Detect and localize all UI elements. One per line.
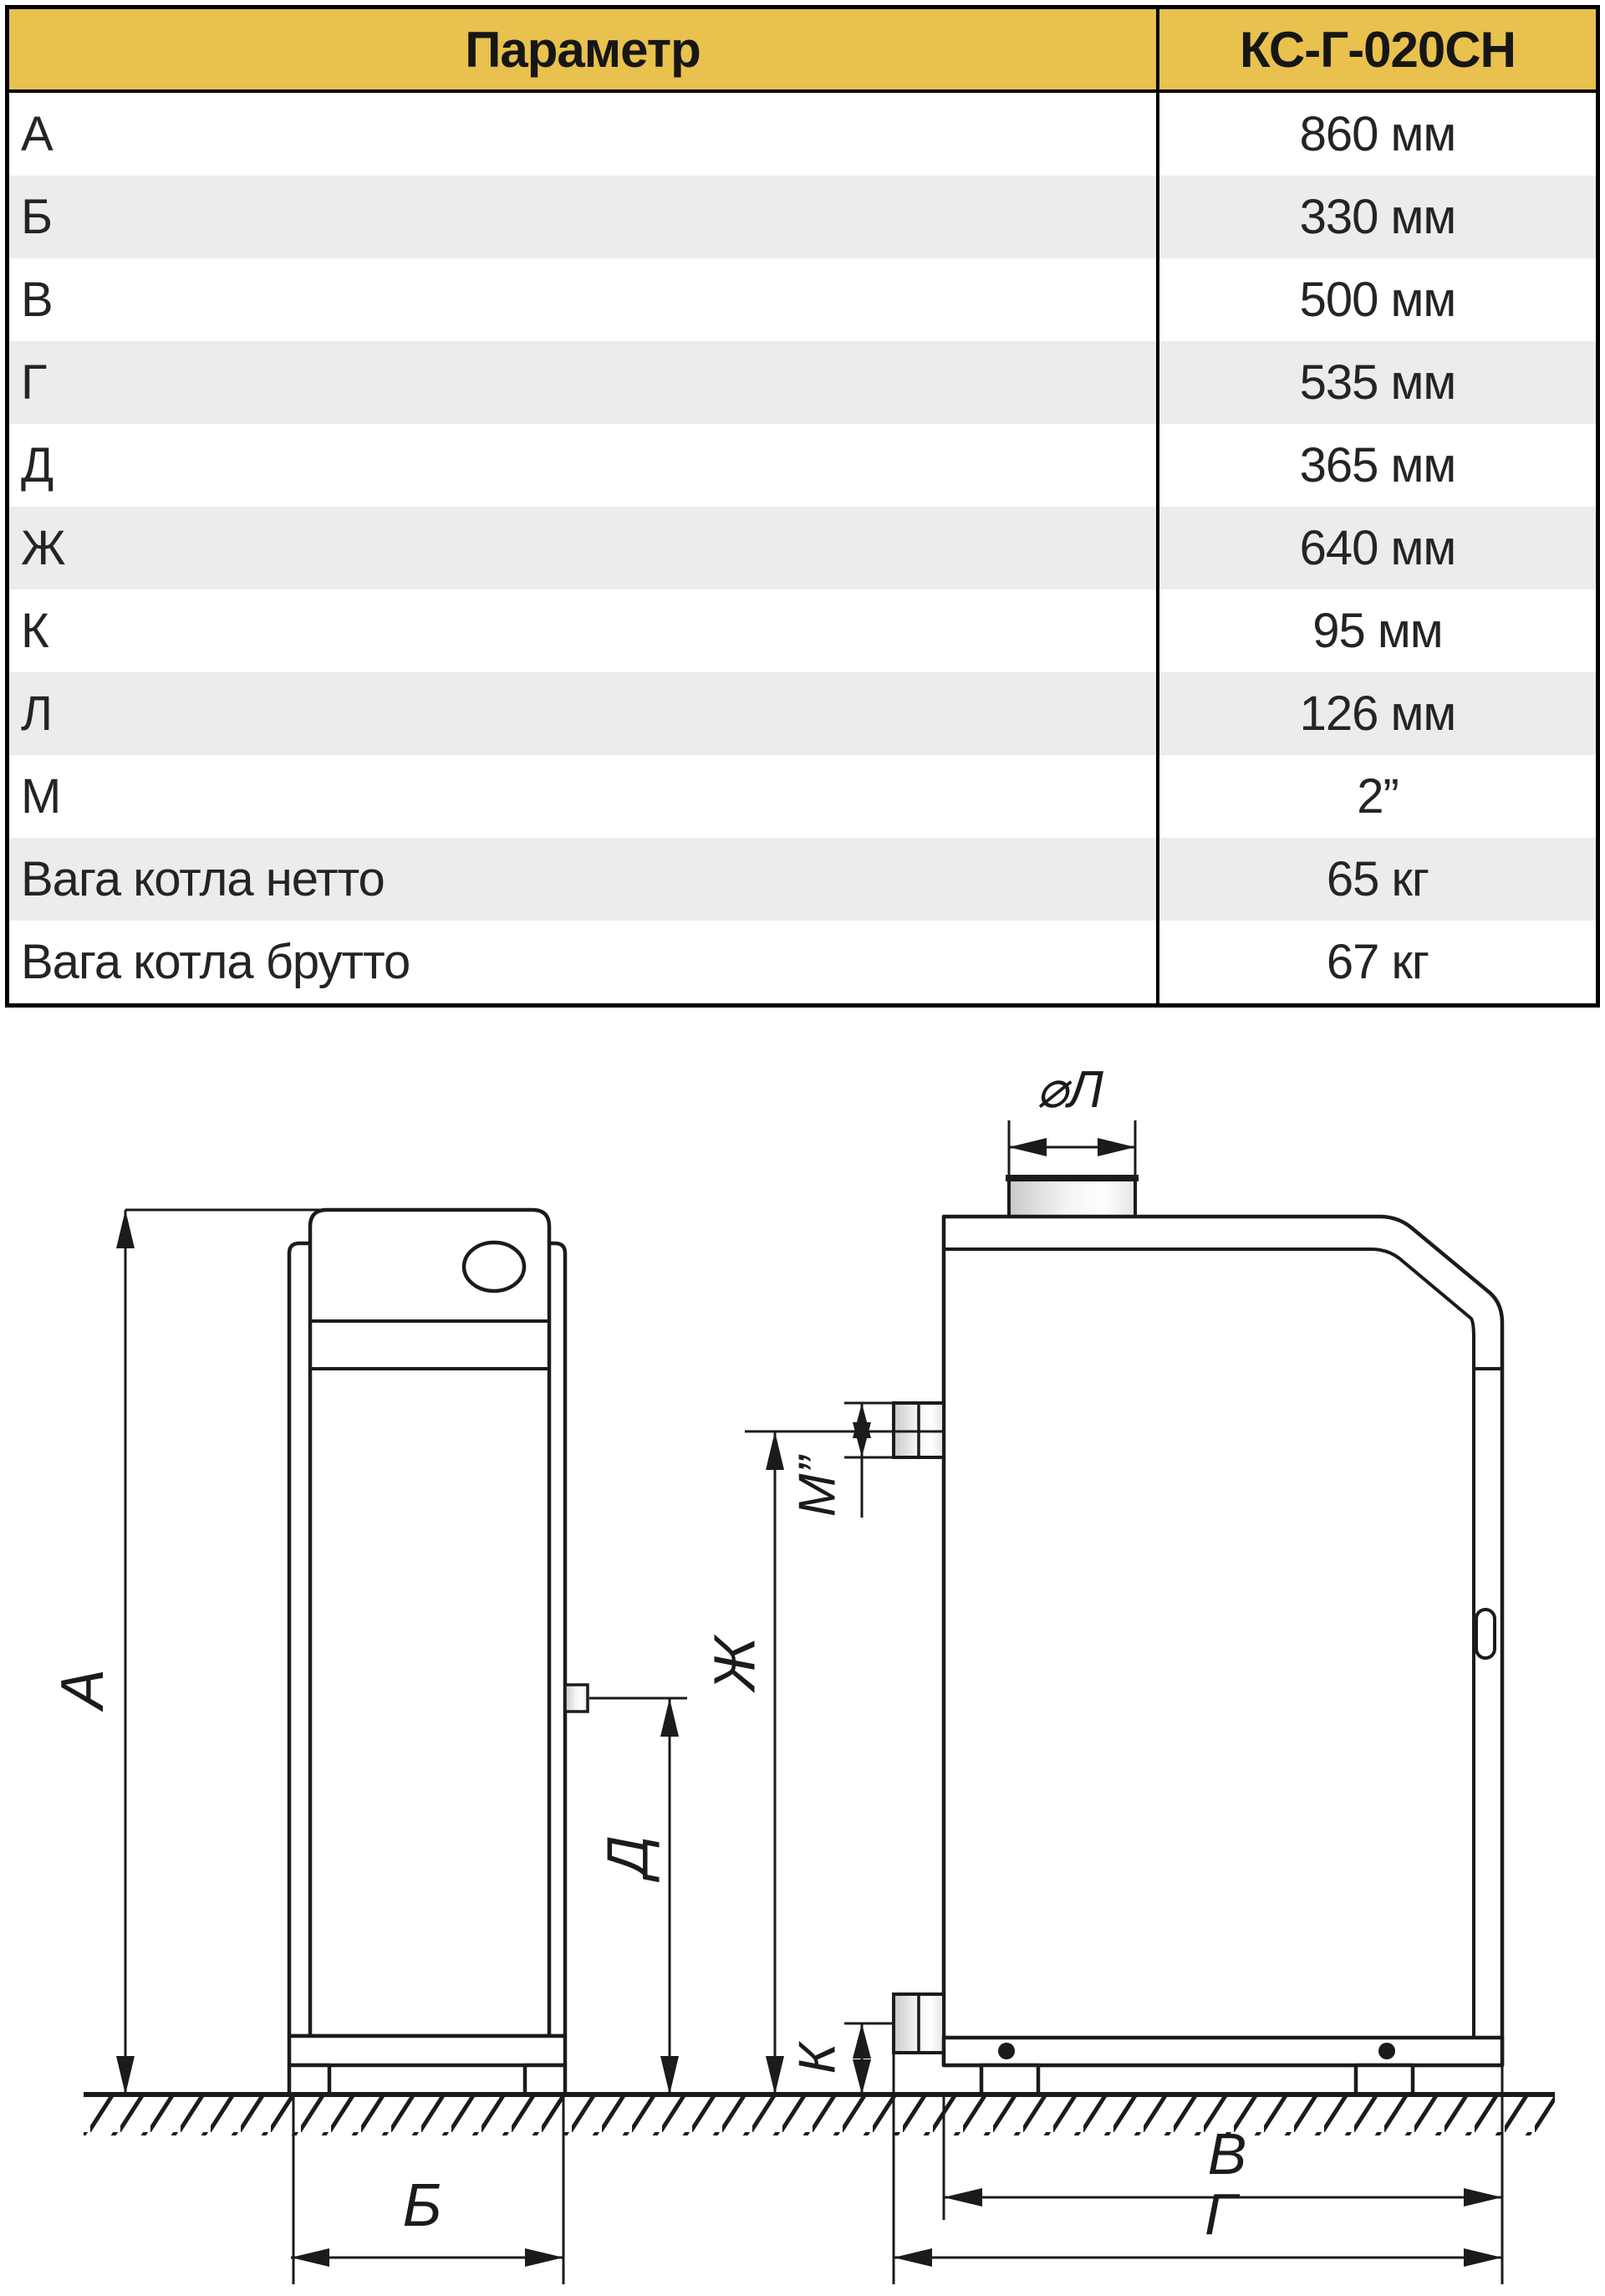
base-screw-right — [1378, 2043, 1395, 2059]
table-header-model: КС-Г-020СН — [1156, 9, 1596, 89]
table-row — [9, 507, 1596, 589]
table-row — [9, 424, 1596, 507]
dimension-k-label: К — [788, 2043, 847, 2074]
table-row — [9, 93, 1596, 176]
row-param-label: Ж — [21, 521, 65, 575]
side-view-foot-left — [981, 2065, 1038, 2094]
row-param-label: К — [21, 604, 48, 658]
row-value: 500 мм — [1156, 258, 1596, 341]
front-view-panel — [310, 1210, 549, 2036]
front-view-foot-left — [289, 2065, 329, 2094]
dimension-d-label: Д — [594, 1835, 660, 1877]
row-param-label: Л — [21, 686, 53, 741]
table-row — [9, 176, 1596, 258]
row-param-label: В — [21, 273, 53, 327]
table-header-param: Параметр — [465, 21, 701, 78]
base-screw-left — [998, 2043, 1015, 2059]
row-value: 67 кг — [1156, 921, 1596, 1003]
technical-drawing — [0, 1008, 1605, 2296]
side-view-foot-right — [1356, 2065, 1413, 2094]
row-value: 640 мм — [1156, 507, 1596, 589]
table-row — [9, 589, 1596, 672]
table-row — [9, 258, 1596, 341]
dimension-l — [1009, 1061, 1135, 1178]
row-param-label: М — [21, 769, 61, 824]
dimension-l-label: ⌀Л — [1037, 1061, 1103, 1119]
row-param-label: А — [21, 107, 53, 161]
dimension-a-label: А — [49, 1668, 117, 1710]
row-value: 65 кг — [1156, 838, 1596, 921]
side-pipe-stub — [565, 1685, 588, 1712]
row-value: 365 мм — [1156, 424, 1596, 507]
front-view-foot-right — [525, 2065, 565, 2094]
table-row — [9, 838, 1596, 921]
front-view — [289, 1210, 588, 2094]
dimension-m — [788, 1403, 894, 1518]
dimension-d — [589, 1698, 687, 2094]
table-body — [9, 93, 1596, 1003]
dimension-g-label: Г — [1204, 2181, 1237, 2247]
row-param-label: Вага котла брутто — [21, 935, 410, 989]
chimney-stub — [1006, 1178, 1139, 1220]
row-param-label: Б — [21, 190, 53, 244]
ground — [84, 2094, 1555, 2135]
row-value: 330 мм — [1156, 176, 1596, 258]
side-view — [894, 1217, 1502, 2094]
side-view-body — [944, 1217, 1502, 2065]
sight-window — [464, 1242, 524, 1291]
table-row — [9, 921, 1596, 1003]
side-view-base — [944, 2038, 1502, 2065]
row-value: 95 мм — [1156, 589, 1596, 672]
row-value: 2” — [1156, 755, 1596, 838]
table-header-row — [9, 9, 1596, 93]
table-row — [9, 755, 1596, 838]
door-handle — [1476, 1610, 1495, 1658]
row-value: 535 мм — [1156, 341, 1596, 424]
dimension-v-label: В — [1207, 2121, 1247, 2186]
spec-table — [5, 5, 1600, 1008]
dimension-zh-label: Ж — [701, 1636, 767, 1691]
lower-pipe-fitting — [894, 1994, 944, 2053]
dimension-k — [788, 2023, 894, 2094]
row-param-label: Вага котла нетто — [21, 852, 385, 906]
row-param-label: Г — [21, 355, 47, 410]
table-row — [9, 341, 1596, 424]
table-row — [9, 672, 1596, 755]
dimension-b-label: Б — [402, 2172, 442, 2239]
row-param-label: Д — [21, 438, 54, 492]
dimension-m-label: М” — [788, 1456, 847, 1518]
ground-hatching — [84, 2097, 1555, 2135]
row-value: 126 мм — [1156, 672, 1596, 755]
row-value: 860 мм — [1156, 93, 1596, 176]
front-view-base — [289, 2036, 565, 2065]
